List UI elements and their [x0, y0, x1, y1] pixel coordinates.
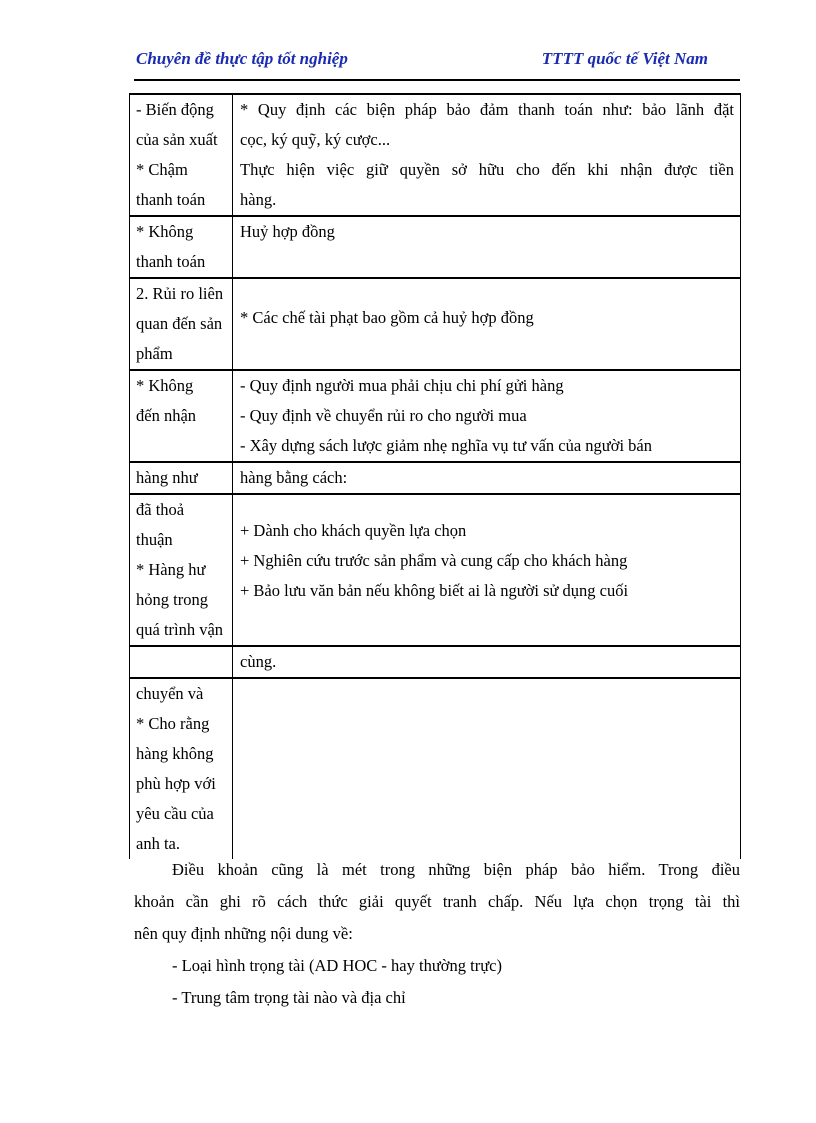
cell-line: - Quy định người mua phải chịu chi phí gửi hàng [240, 376, 564, 395]
cell-line: 2. Rủi ro liên [136, 284, 224, 303]
risk-cell [130, 371, 233, 461]
cell-line: chuyển và [136, 684, 204, 703]
risk-cell [130, 679, 233, 859]
cell-line: hàng như [136, 468, 198, 487]
page-header [134, 47, 740, 81]
cell-line: phù hợp với [136, 774, 216, 793]
measure-cell [233, 647, 740, 677]
paragraph-line: nên quy định những nội dung về: [134, 924, 353, 943]
cell-line: hàng không [136, 744, 214, 763]
cell-line: đã thoả [136, 500, 185, 519]
cell-line: hàng bằng cách: [240, 468, 348, 487]
table-row [129, 677, 741, 859]
bullet-item: - Trung tâm trọng tài nào và địa chỉ [172, 988, 406, 1007]
cell-line: quan đến sản [136, 314, 223, 333]
paragraph-line: Điều khoản cũng là mét trong những biện pháp bảo hiểm. Trong điều [172, 860, 740, 879]
risk-cell [130, 463, 233, 493]
cell-line: + Nghiên cứu trước sản phẩm và cung cấp cho khách hàng [240, 551, 628, 570]
cell-line: thuận [136, 530, 173, 549]
cell-line: phẩm [136, 344, 173, 363]
bullet-item: - Loại hình trọng tài (AD HOC - hay thường trực) [172, 956, 502, 975]
body-paragraph [134, 854, 740, 1014]
risk-cell [130, 217, 233, 277]
paragraph-line: khoản cần ghi rõ cách thức giải quyết tranh chấp. Nếu lựa chọn trọng tài thì [134, 892, 740, 911]
cell-line: - Xây dựng sách lược giảm nhẹ nghĩa vụ tư vấn của người bán [240, 436, 652, 455]
cell-line: hỏng trong [136, 590, 208, 609]
risk-cell [130, 647, 233, 677]
cell-line: * Không [136, 222, 194, 241]
header-title-left: Chuyên đề thực tập tốt nghiệp [136, 49, 348, 68]
table-row [129, 93, 741, 215]
cell-line: yêu cầu của [136, 804, 214, 823]
measure-cell [233, 95, 740, 215]
cell-line: thanh toán [136, 190, 206, 209]
risk-cell [130, 279, 233, 369]
table-row [129, 369, 741, 461]
cell-line: anh ta. [136, 834, 180, 853]
cell-line: thanh toán [136, 252, 206, 271]
cell-line: Thực hiện việc giữ quyền sở hữu cho đến khi nhận được tiền [240, 160, 734, 179]
cell-line: + Bảo lưu văn bản nếu không biết ai là người sử dụng cuối [240, 581, 629, 600]
table-row [129, 461, 741, 493]
cell-line: * Chậm [136, 160, 188, 179]
cell-line: Huỷ hợp đồng [240, 222, 335, 241]
cell-line: cùng. [240, 652, 277, 671]
table-row [129, 215, 741, 277]
cell-line: * Cho rằng [136, 714, 210, 733]
measure-cell [233, 463, 740, 493]
cell-line: + Dành cho khách quyền lựa chọn [240, 521, 467, 540]
header-title-right: TTTT quốc tế Việt Nam [541, 49, 708, 68]
cell-line: đến nhận [136, 406, 197, 425]
table-row [129, 277, 741, 369]
risk-cell [130, 495, 233, 645]
measure-cell [233, 303, 740, 333]
table-row [129, 645, 741, 677]
measure-cell [233, 516, 740, 606]
table-row [129, 493, 741, 645]
cell-line: của sản xuất [136, 130, 218, 149]
measure-cell [233, 371, 740, 461]
cell-line: hàng. [240, 190, 277, 209]
cell-line: cọc, ký quỹ, ký cược... [240, 130, 391, 149]
cell-line: - Biến động [136, 100, 214, 119]
measure-cell [233, 217, 740, 247]
risk-cell [130, 95, 233, 215]
cell-line: * Quy định các biện pháp bảo đảm thanh toán như: bảo lãnh đặt [240, 100, 734, 119]
cell-line: - Quy định về chuyển rủi ro cho người mua [240, 406, 527, 425]
cell-line: * Hàng hư [136, 560, 206, 579]
cell-line: * Các chế tài phạt bao gồm cả huỷ hợp đồng [240, 308, 534, 327]
cell-line: * Không [136, 376, 194, 395]
cell-line: quá trình vận [136, 620, 224, 639]
